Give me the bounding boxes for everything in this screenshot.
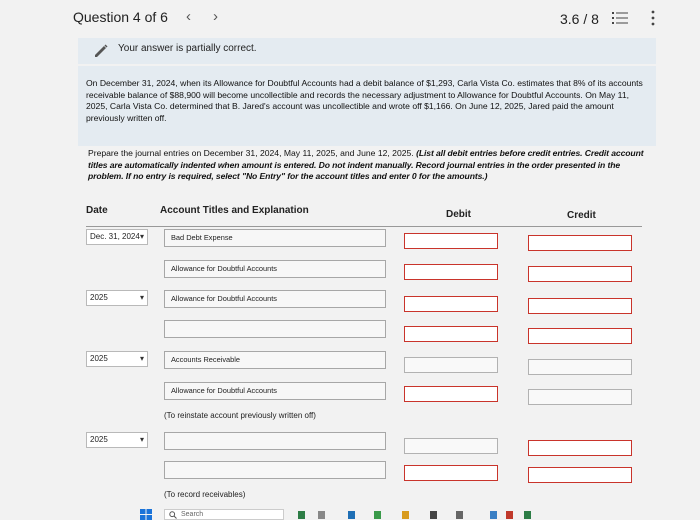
question-label: Question 4 of 6 (73, 9, 168, 25)
credit-input-2a[interactable] (528, 298, 632, 314)
taskbar (140, 508, 700, 520)
account-field-4b[interactable] (164, 461, 386, 479)
partial-correct-banner (78, 38, 656, 64)
app-icon[interactable] (402, 511, 409, 519)
app-icon[interactable] (374, 511, 381, 519)
pencil-icon (93, 43, 109, 59)
banner-text: Your answer is partially correct. (118, 43, 257, 54)
instructions-bold: (List all debit entries before credit entries. Credit account titles are automatically indented when amount is entered. Do not indent manually. Record journal entries in the order presented in the problem. If no entry is required, select "No Entry" for the account titles and enter 0 for the amounts.) (88, 148, 644, 182)
credit-input-3a[interactable] (528, 359, 632, 375)
credit-input-4a[interactable] (528, 440, 632, 456)
debit-input-3b[interactable] (404, 386, 498, 402)
credit-input-3b[interactable] (528, 389, 632, 405)
app-icon[interactable] (430, 511, 437, 519)
question-list-icon[interactable] (612, 11, 628, 25)
credit-input-2b[interactable] (528, 328, 632, 344)
account-field-1b[interactable]: Allowance for Doubtful Accounts (164, 260, 386, 278)
account-field-2a[interactable]: Allowance for Doubtful Accounts (164, 290, 386, 308)
more-options-icon[interactable] (650, 10, 656, 26)
problem-statement-box (78, 66, 656, 146)
score-display: 3.6 / 8 (560, 11, 599, 27)
debit-input-3a[interactable] (404, 357, 498, 373)
date-select-2[interactable]: 2025 ▾ (86, 290, 148, 306)
chevron-down-icon: ▾ (139, 293, 144, 302)
next-question-icon[interactable]: › (213, 8, 218, 25)
search-icon (169, 511, 177, 519)
app-icon[interactable] (524, 511, 531, 519)
question-header (0, 0, 700, 40)
date-column-header: Date (86, 205, 108, 216)
debit-input-2b[interactable] (404, 326, 498, 342)
header-divider (86, 226, 642, 227)
app-icon[interactable] (506, 511, 513, 519)
problem-statement: On December 31, 2024, when its Allowance for Doubtful Accounts had a debit balance of $1,293, Carla Vista Co. estimates that 8% of its accounts receivable balance of $88,900 will become uncollectible and records the necessary adjustment to Allowance for Doubtful Accounts. On May 11, 2025, Carla Vista Co. determined that B. Jared's account was uncollectible and wrote off $1,166. On June 12, 2025, Jared paid the amount previously written off. (86, 78, 643, 123)
account-column-header: Account Titles and Explanation (160, 205, 309, 216)
credit-input-1a[interactable] (528, 235, 632, 251)
account-field-2b[interactable] (164, 320, 386, 338)
app-icon[interactable] (348, 511, 355, 519)
debit-input-4a[interactable] (404, 438, 498, 454)
windows-start-icon[interactable] (140, 509, 152, 520)
chevron-down-icon: ▾ (139, 435, 144, 444)
instructions (88, 148, 648, 183)
debit-input-4b[interactable] (404, 465, 498, 481)
credit-input-1b[interactable] (528, 266, 632, 282)
credit-column-header: Credit (567, 210, 596, 221)
app-icon[interactable] (298, 511, 305, 519)
credit-input-4b[interactable] (528, 467, 632, 483)
date-select-3[interactable]: 2025 ▾ (86, 351, 148, 367)
account-field-4a[interactable] (164, 432, 386, 450)
instructions-lead: Prepare the journal entries on December 31, 2024, May 11, 2025, and June 12, 2025. (88, 148, 417, 158)
entry-4-explanation: (To record receivables) (164, 490, 246, 499)
date-select-4[interactable]: 2025 ▾ (86, 432, 148, 448)
account-field-1a[interactable]: Bad Debt Expense (164, 229, 386, 247)
date-select-1[interactable]: Dec. 31, 2024 ▾ (86, 229, 148, 245)
app-icon[interactable] (456, 511, 463, 519)
account-field-3a[interactable]: Accounts Receivable (164, 351, 386, 369)
entry-3-explanation: (To reinstate account previously written off) (164, 411, 316, 420)
account-field-3b[interactable]: Allowance for Doubtful Accounts (164, 382, 386, 400)
debit-column-header: Debit (446, 209, 471, 220)
debit-input-2a[interactable] (404, 296, 498, 312)
app-icon[interactable] (490, 511, 497, 519)
previous-question-icon[interactable]: ‹ (186, 8, 191, 25)
debit-input-1a[interactable] (404, 233, 498, 249)
chevron-down-icon: ▾ (139, 354, 144, 363)
taskbar-search-input[interactable]: Search (164, 509, 284, 520)
chevron-down-icon: ▾ (139, 232, 144, 241)
debit-input-1b[interactable] (404, 264, 498, 280)
app-icon[interactable] (318, 511, 325, 519)
